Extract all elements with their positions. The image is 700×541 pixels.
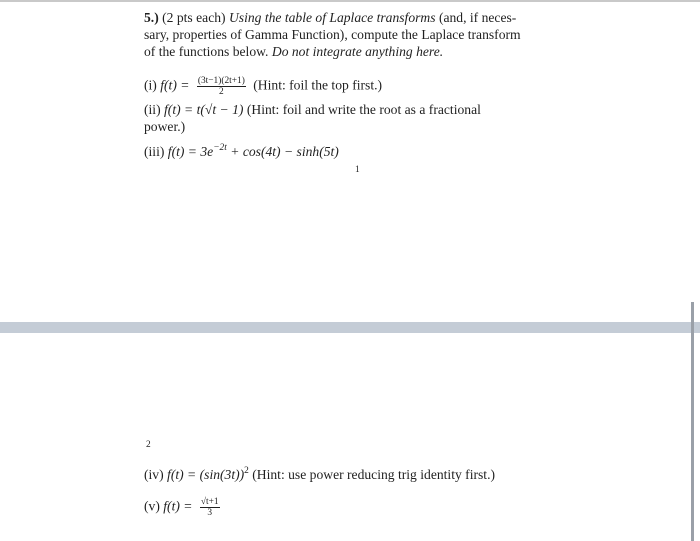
item-label: (ii) <box>144 102 161 117</box>
problem-statement <box>144 9 584 60</box>
item-lhs: f(t) = <box>160 77 190 93</box>
problem-points: (2 pts each) <box>162 10 226 25</box>
page-number-second: 2 <box>146 440 151 450</box>
item-exponent: −2t <box>213 143 227 153</box>
page-right-edge <box>691 302 694 541</box>
page-number-first: 1 <box>355 165 360 175</box>
intro-line-2: sary, properties of Gamma Function), compute the Laplace transform <box>144 27 521 42</box>
item-iv <box>144 466 495 483</box>
item-label: (i) <box>144 77 157 93</box>
instruction-rest: (and, if neces- <box>438 10 517 25</box>
item-lhs: f(t) = <box>163 498 193 514</box>
item-hint-continued: power.) <box>144 119 186 134</box>
item-hint: (Hint: foil and write the root as a fractional <box>246 102 481 117</box>
item-hint: (Hint: foil the top first.) <box>253 77 383 93</box>
item-exponent: 2 <box>244 466 249 476</box>
item-label: (iii) <box>144 144 165 159</box>
page-divider <box>0 322 700 333</box>
problem-number: 5.) <box>144 10 159 25</box>
item-label: (iv) <box>144 467 164 482</box>
instruction-plain: of the functions below. <box>144 44 269 59</box>
intro-line-3 <box>144 43 584 60</box>
item-expression: f(t) = 3e <box>167 144 214 159</box>
item-i <box>144 76 382 97</box>
page-two <box>0 333 690 541</box>
item-ii-continued <box>144 118 185 135</box>
fraction-denominator: 3 <box>207 508 213 518</box>
item-label: (v) <box>144 498 160 514</box>
item-v <box>144 497 224 518</box>
fraction-denominator: 2 <box>219 87 224 97</box>
item-ii <box>144 101 481 118</box>
intro-line-1 <box>144 9 584 26</box>
fraction <box>197 76 246 97</box>
item-expression: f(t) = (sin(3t)) <box>167 467 245 482</box>
fraction-numerator: √t+1 <box>200 497 219 507</box>
instruction-italic: Using the table of Laplace transforms <box>228 10 436 25</box>
fraction-numerator: (3t−1)(2t+1) <box>197 76 245 86</box>
item-iii <box>144 143 339 160</box>
instruction-warning: Do not integrate anything here. <box>271 44 444 59</box>
item-expression: f(t) = t(√t − 1) <box>164 102 244 117</box>
fraction <box>200 497 220 518</box>
item-hint: (Hint: use power reducing trig identity first.) <box>252 467 496 482</box>
item-expression-rest: + cos(4t) − sinh(5t) <box>230 144 339 159</box>
